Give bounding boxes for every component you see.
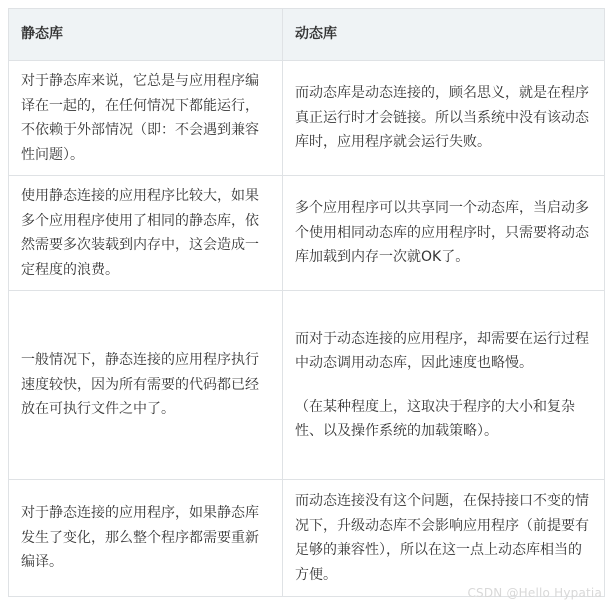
cell-static [9,176,283,291]
table-row [9,61,605,176]
cell-static [9,291,283,480]
cell-dynamic [283,176,605,291]
cell-paragraph: 而动态库是动态连接的，顾名思义，就是在程序真正运行时才会链接。所以当系统中没有该动态库时，应用程序就会运行失败。 [295,85,589,151]
header-dynamic-library: 动态库 [283,9,605,61]
comparison-table [8,8,605,597]
cell-dynamic [283,291,605,480]
table-row [9,176,605,291]
table-row [9,291,605,480]
comparison-table-container [8,8,604,598]
table-row [9,480,605,597]
cell-paragraph: 对于静态连接的应用程序，如果静态库发生了变化，那么整个程序都需要重新编译。 [21,505,259,571]
cell-static [9,480,283,597]
cell-paragraph: 多个应用程序可以共享同一个动态库，当启动多个使用相同动态库的应用程序时，只需要将动态库加载到内存一次就OK了。 [295,200,589,266]
cell-paragraph: 对于静态库来说，它总是与应用程序编译在一起的，在任何情况下都能运行，不依赖于外部情况（即：不会遇到兼容性问题）。 [21,73,259,163]
cell-dynamic [283,480,605,597]
table-header-row [9,9,605,61]
cell-paragraph: 一般情况下，静态连接的应用程序执行速度较快，因为所有需要的代码都已经放在可执行文件之中了。 [21,352,259,418]
cell-paragraph: 而对于动态连接的应用程序，却需要在运行过程中动态调用动态库，因此速度也略慢。 [295,330,589,371]
cell-paragraph: 而动态连接没有这个问题，在保持接口不变的情况下，升级动态库不会影响应用程序（前提要有足够的兼容性），所以在这一点上动态库相当的方便。 [295,493,589,583]
cell-paragraph: （在某种程度上，这取决于程序的大小和复杂性、以及操作系统的加载策略）。 [295,398,575,439]
cell-dynamic [283,61,605,176]
cell-static [9,61,283,176]
cell-paragraph: 使用静态连接的应用程序比较大，如果多个应用程序使用了相同的静态库，依然需要多次装载到内存中，这会造成一定程度的浪费。 [21,188,259,278]
watermark-text: CSDN @Hello Hypatia [467,586,602,600]
header-static-library: 静态库 [9,9,283,61]
